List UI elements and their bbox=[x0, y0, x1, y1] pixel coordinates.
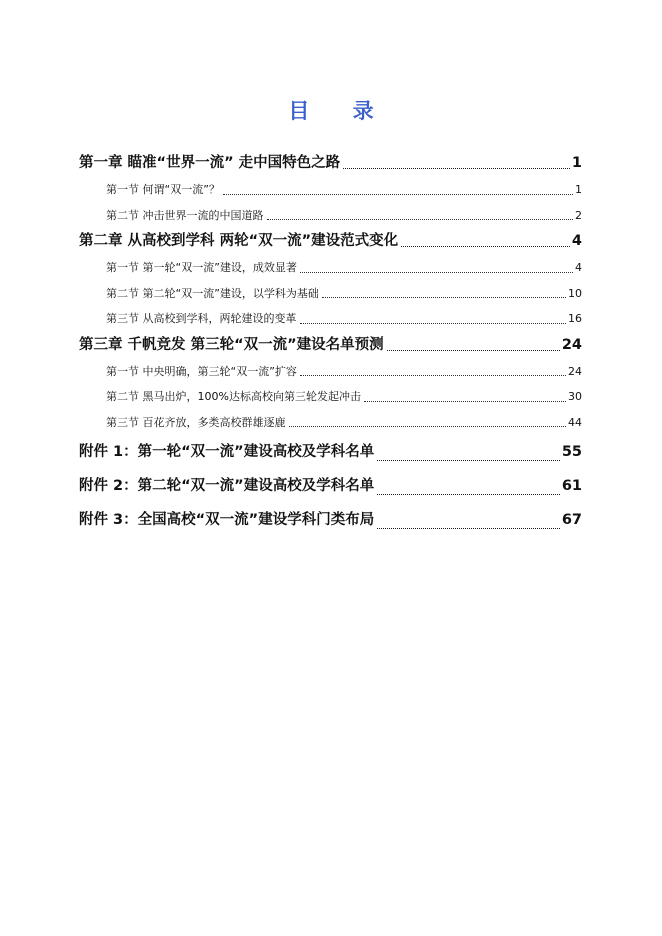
toc-page-number: 44 bbox=[568, 415, 582, 429]
toc-entry-label: 第二章 从高校到学科 两轮“双一流”建设范式变化 bbox=[79, 233, 399, 249]
toc-dot-leader bbox=[322, 297, 566, 298]
toc-dot-leader bbox=[300, 323, 567, 324]
toc-page-number: 24 bbox=[568, 364, 582, 378]
toc-entry-label: 附件 1：第一轮“双一流”建设高校及学科名单 bbox=[79, 444, 375, 460]
toc-chapter-3[interactable] bbox=[79, 332, 582, 359]
toc-appendix-2[interactable] bbox=[79, 469, 582, 503]
toc-dot-leader bbox=[343, 168, 570, 169]
toc-section-1-1[interactable] bbox=[79, 177, 582, 203]
toc-dot-leader bbox=[289, 426, 567, 427]
toc-page-number: 4 bbox=[571, 233, 582, 249]
toc-section-3-1[interactable] bbox=[79, 359, 582, 385]
toc-dot-leader bbox=[377, 460, 560, 461]
toc-entry-label: 第二节 冲击世界一流的中国道路 bbox=[106, 208, 264, 222]
toc-appendix-3[interactable] bbox=[79, 503, 582, 537]
toc-section-3-3[interactable] bbox=[79, 410, 582, 436]
toc-page-number: 61 bbox=[561, 478, 582, 494]
toc-entry-label: 第三节 百花齐放，多类高校群雄逐鹿 bbox=[106, 415, 286, 429]
toc-dot-leader bbox=[300, 375, 566, 376]
toc-page-number: 30 bbox=[568, 390, 582, 403]
toc-entry-label: 第三节 从高校到学科，两轮建设的变革 bbox=[106, 312, 297, 325]
toc-page-number: 1 bbox=[571, 155, 582, 171]
toc-entry-label: 第三章 千帆竞发 第三轮“双一流”建设名单预测 bbox=[79, 336, 384, 353]
toc-page-number: 24 bbox=[561, 336, 582, 353]
toc-entry-label: 第一节 何谓“双一流”？ bbox=[106, 183, 220, 196]
toc-dot-leader bbox=[223, 194, 573, 195]
toc-chapter-2[interactable] bbox=[79, 228, 582, 255]
toc-dot-leader bbox=[377, 528, 560, 529]
toc-page-number: 4 bbox=[575, 261, 582, 274]
toc-entry-label: 第一节 第一轮“双一流”建设，成效显著 bbox=[106, 261, 297, 274]
toc-appendix-1[interactable] bbox=[79, 435, 582, 469]
toc-entry-label: 附件 3：全国高校“双一流”建设学科门类布局 bbox=[79, 512, 375, 528]
toc-entry-label: 第一章 瞄准“世界一流” 走中国特色之路 bbox=[79, 155, 341, 171]
table-of-contents bbox=[79, 150, 582, 537]
toc-entry-label: 第二节 黑马出炉，100%达标高校向第三轮发起冲击 bbox=[106, 390, 361, 403]
toc-section-3-2[interactable] bbox=[79, 384, 582, 410]
toc-section-2-2[interactable] bbox=[79, 281, 582, 307]
toc-page-number: 10 bbox=[568, 286, 582, 300]
toc-section-1-2[interactable] bbox=[79, 203, 582, 229]
toc-page-number: 1 bbox=[575, 183, 582, 196]
toc-chapter-1[interactable] bbox=[79, 150, 582, 177]
toc-heading: 目 录 bbox=[288, 99, 392, 123]
toc-dot-leader bbox=[377, 494, 560, 495]
toc-dot-leader bbox=[401, 246, 570, 247]
toc-page-number: 55 bbox=[561, 444, 582, 460]
toc-section-2-1[interactable] bbox=[79, 255, 582, 281]
toc-entry-label: 第二节 第二轮“双一流”建设，以学科为基础 bbox=[106, 286, 319, 300]
toc-section-2-3[interactable] bbox=[79, 306, 582, 332]
toc-page-number: 16 bbox=[568, 312, 582, 325]
toc-entry-label: 第一节 中央明确，第三轮“双一流”扩容 bbox=[106, 364, 297, 378]
toc-page-number: 67 bbox=[561, 512, 582, 528]
toc-entry-label: 附件 2：第二轮“双一流”建设高校及学科名单 bbox=[79, 478, 375, 494]
toc-dot-leader bbox=[267, 219, 574, 220]
toc-dot-leader bbox=[387, 350, 560, 351]
toc-page-number: 2 bbox=[575, 208, 582, 222]
toc-dot-leader bbox=[364, 401, 566, 402]
toc-dot-leader bbox=[300, 272, 573, 273]
